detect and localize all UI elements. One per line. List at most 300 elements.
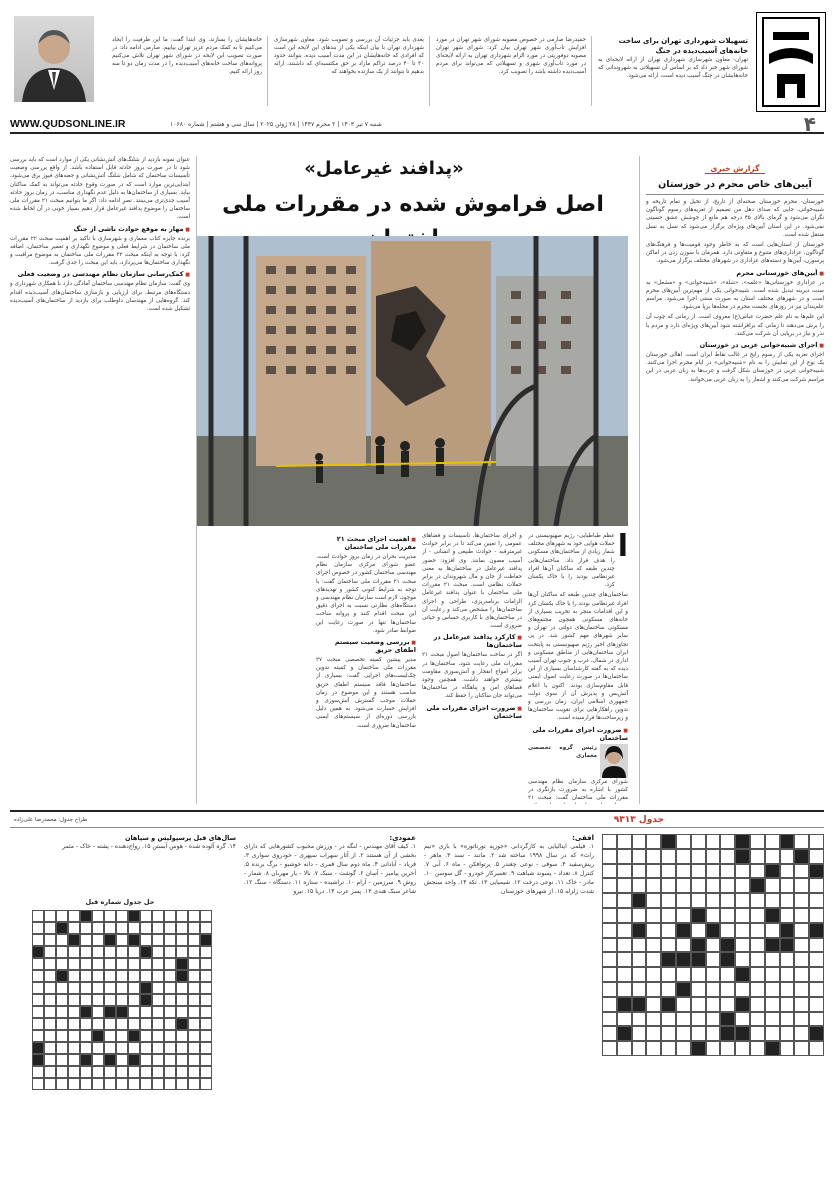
crossword-cell[interactable]	[765, 923, 780, 938]
crossword-cell[interactable]	[661, 952, 676, 967]
crossword-cell[interactable]	[720, 864, 735, 879]
crossword-cell[interactable]	[735, 893, 750, 908]
crossword-cell	[140, 1006, 152, 1018]
crossword-cell	[176, 1066, 188, 1078]
crossword-cell[interactable]	[632, 982, 647, 997]
crossword-cell	[116, 1066, 128, 1078]
crossword-cell	[128, 946, 140, 958]
crossword-cell[interactable]	[809, 893, 824, 908]
crossword-cell[interactable]	[617, 908, 632, 923]
crossword-cell[interactable]	[646, 923, 661, 938]
crossword-cell	[164, 1006, 176, 1018]
crossword-cell[interactable]	[661, 1026, 676, 1041]
crossword-cell[interactable]	[735, 982, 750, 997]
crossword-cell[interactable]	[602, 923, 617, 938]
crossword-cell[interactable]	[646, 967, 661, 982]
crossword-cell[interactable]	[735, 967, 750, 982]
crossword-cell[interactable]	[602, 952, 617, 967]
crossword-cell	[140, 946, 152, 958]
crossword-cell[interactable]	[765, 834, 780, 849]
crossword-cell	[56, 994, 68, 1006]
crossword-cell[interactable]	[617, 1012, 632, 1027]
crossword-cell[interactable]	[750, 938, 765, 953]
crossword-cell[interactable]	[646, 938, 661, 953]
crossword-cell	[68, 1078, 80, 1090]
crossword-cell[interactable]	[780, 878, 795, 893]
crossword-cell[interactable]	[602, 893, 617, 908]
crossword-cell[interactable]	[706, 864, 721, 879]
crossword-cell[interactable]	[632, 1026, 647, 1041]
crossword-cell[interactable]	[780, 952, 795, 967]
crossword-cell[interactable]	[809, 1041, 824, 1056]
crossword-cell	[32, 1030, 44, 1042]
crossword-cell[interactable]	[750, 893, 765, 908]
crossword-cell	[164, 910, 176, 922]
crossword-cell[interactable]	[780, 849, 795, 864]
crossword-cell	[164, 1042, 176, 1054]
crossword-cell[interactable]	[706, 923, 721, 938]
crossword-cell[interactable]	[617, 878, 632, 893]
crossword-cell	[104, 994, 116, 1006]
crossword-cell[interactable]	[809, 878, 824, 893]
crossword-cell	[68, 934, 80, 946]
crossword-cell[interactable]	[661, 982, 676, 997]
crossword-cell[interactable]	[780, 938, 795, 953]
crossword-cell[interactable]	[794, 952, 809, 967]
crossword-cell[interactable]	[765, 849, 780, 864]
crossword-cell[interactable]	[632, 997, 647, 1012]
crossword-cell	[188, 970, 200, 982]
crossword-cell[interactable]	[720, 938, 735, 953]
profile-box	[528, 744, 628, 778]
crossword-cell[interactable]	[676, 982, 691, 997]
crossword-cell	[44, 970, 56, 982]
crossword-cell	[80, 1042, 92, 1054]
crossword-cell[interactable]	[602, 849, 617, 864]
crossword-cell[interactable]	[691, 849, 706, 864]
crossword-cell[interactable]	[735, 997, 750, 1012]
crossword-cell[interactable]	[706, 878, 721, 893]
crossword-cell	[200, 1078, 212, 1090]
crossword-cell[interactable]	[646, 952, 661, 967]
crossword-cell[interactable]	[780, 1012, 795, 1027]
crossword-cell	[176, 982, 188, 994]
crossword-cell[interactable]	[809, 908, 824, 923]
crossword-across-clues	[424, 834, 594, 1184]
crossword-cell[interactable]	[676, 1012, 691, 1027]
crossword-cell[interactable]	[632, 952, 647, 967]
crossword-cell[interactable]	[794, 967, 809, 982]
crossword-cell	[56, 922, 68, 934]
crossword-cell	[104, 910, 116, 922]
crossword-cell[interactable]	[706, 893, 721, 908]
crossword-cell[interactable]	[632, 938, 647, 953]
crossword-cell	[56, 1030, 68, 1042]
crossword-cell[interactable]	[794, 834, 809, 849]
crossword-cell[interactable]	[676, 908, 691, 923]
crossword-cell	[32, 1006, 44, 1018]
crossword-cell[interactable]	[691, 1026, 706, 1041]
crossword-cell[interactable]	[706, 982, 721, 997]
crossword-cell[interactable]	[602, 1041, 617, 1056]
crossword-cell[interactable]	[750, 967, 765, 982]
crossword-cell[interactable]	[632, 864, 647, 879]
crossword-cell[interactable]	[602, 1012, 617, 1027]
crossword-cell[interactable]	[632, 834, 647, 849]
crossword-cell[interactable]	[646, 908, 661, 923]
dateline: شنبه ۷ تیر ۱۴۰۳ | ۲ محرم ۱۴۴۷ | ۲۸ ژوئن ۲۰۲۵ | سال سی و هشتم | شماره ۱۰۶۸۰	[170, 121, 382, 128]
crossword-cell[interactable]	[735, 938, 750, 953]
crossword-cell	[176, 958, 188, 970]
crossword-cell[interactable]	[602, 834, 617, 849]
crossword-cell[interactable]	[661, 938, 676, 953]
crossword-cell[interactable]	[809, 952, 824, 967]
crossword-cell[interactable]	[632, 1012, 647, 1027]
crossword-cell[interactable]	[602, 1026, 617, 1041]
crossword-cell[interactable]	[661, 1012, 676, 1027]
crossword-cell[interactable]	[750, 1041, 765, 1056]
crossword-cell[interactable]	[676, 938, 691, 953]
crossword-cell[interactable]	[750, 952, 765, 967]
crossword-cell[interactable]	[676, 849, 691, 864]
crossword-cell[interactable]	[706, 834, 721, 849]
crossword-cell	[32, 958, 44, 970]
crossword-cell[interactable]	[765, 908, 780, 923]
article-col-3-subhead-1: ■ اهمیت اجرای مبحث ۲۱ مقررات ملی ساختمان	[316, 535, 416, 551]
crossword-cell[interactable]	[780, 864, 795, 879]
crossword-cell[interactable]	[676, 1026, 691, 1041]
crossword-cell[interactable]	[602, 967, 617, 982]
crossword-cell[interactable]	[794, 982, 809, 997]
crossword-cell	[44, 946, 56, 958]
crossword-cell[interactable]	[780, 967, 795, 982]
crossword-cell[interactable]	[691, 893, 706, 908]
crossword-cell[interactable]	[794, 938, 809, 953]
crossword-cell	[68, 1030, 80, 1042]
crossword-cell[interactable]	[602, 997, 617, 1012]
crossword-cell[interactable]	[765, 997, 780, 1012]
crossword-cell[interactable]	[676, 967, 691, 982]
crossword-cell[interactable]	[809, 1012, 824, 1027]
crossword-cell	[140, 970, 152, 982]
crossword-cell[interactable]	[691, 1041, 706, 1056]
crossword-cell[interactable]	[646, 878, 661, 893]
crossword-cell[interactable]	[632, 893, 647, 908]
crossword-cell[interactable]	[617, 834, 632, 849]
crossword-cell[interactable]	[809, 834, 824, 849]
crossword-cell[interactable]	[735, 834, 750, 849]
crossword-cell[interactable]	[691, 952, 706, 967]
crossword-cell[interactable]	[691, 864, 706, 879]
crossword-cell[interactable]	[706, 1026, 721, 1041]
crossword-cell[interactable]	[809, 997, 824, 1012]
crossword-cell[interactable]	[617, 1026, 632, 1041]
crossword-cell	[104, 946, 116, 958]
crossword-cell	[80, 1018, 92, 1030]
crossword-cell[interactable]	[750, 997, 765, 1012]
crossword-cell[interactable]	[750, 864, 765, 879]
crossword-cell[interactable]	[735, 952, 750, 967]
crossword-cell[interactable]	[794, 893, 809, 908]
crossword-cell[interactable]	[735, 908, 750, 923]
crossword-cell[interactable]	[735, 1012, 750, 1027]
crossword-cell[interactable]	[691, 878, 706, 893]
crossword-cell	[32, 946, 44, 958]
crossword-cell[interactable]	[706, 908, 721, 923]
crossword-cell	[92, 958, 104, 970]
crossword-cell[interactable]	[602, 938, 617, 953]
crossword-cell	[104, 1042, 116, 1054]
article-col-2-text: و اجرای ساختمان‌ها، تأسیسات و فضاهای عمومی را تعیین می‌کند تا در برابر حوادث غیرمترقبه - حوادث طبیعی و انسانی - از آسیب مصون بمانند. وی افزود: حضور پدافند غیرعامل در ساختمان‌ها به معنی حفاظت از جان و مال شهروندان در برابر حملات نظامی است. مبحث ۲۱ مقررات ملی ساختمان با عنوان پدافند غیرعامل الزامات برنامه‌ریزی، طراحی و اجرای ساختمان‌ها را مشخص می‌کند و رعایت آن در ساختمان‌های با کاربری حساس و حیاتی ضروری است.	[422, 533, 522, 630]
crossword-cell[interactable]	[765, 967, 780, 982]
crossword-cell[interactable]	[676, 864, 691, 879]
crossword-cell[interactable]	[676, 893, 691, 908]
crossword-cell	[200, 1066, 212, 1078]
crossword-cell[interactable]	[780, 982, 795, 997]
crossword-cell[interactable]	[720, 1026, 735, 1041]
crossword-cell[interactable]	[750, 878, 765, 893]
crossword-cell	[128, 910, 140, 922]
crossword-cell	[128, 934, 140, 946]
crossword-cell[interactable]	[661, 967, 676, 982]
crossword-cell[interactable]	[602, 878, 617, 893]
sidebar-body-4: این علم‌ها به نام علم حضرت عباس(ع) معروف است. از زمانی که چوب آن را برش می‌دهند تا زمانی که برافراشته شود آیین‌های ویژه‌ای دارد و مردم با نذر و نیاز در برپایی آن شرکت می‌کنند.	[646, 314, 824, 337]
crossword-cell[interactable]	[691, 1012, 706, 1027]
crossword-cell	[164, 994, 176, 1006]
article-lead: عظم طباطبایی- رژیم صهیونیستی در حملات هوایی خود به شهرهای مختلف شمار زیادی از ساختمان‌های مسکونی را هدف قرار داد. ساختمان‌هایی چندین طبقه که ساکنان آن‌ها افراد غیرنظامی بودند را با خاک یکسان کرد.	[528, 533, 615, 589]
crossword-cell[interactable]	[780, 1026, 795, 1041]
crossword-cell[interactable]	[676, 834, 691, 849]
crossword-cell[interactable]	[780, 1041, 795, 1056]
crossword-cell[interactable]	[735, 878, 750, 893]
crossword-cell[interactable]	[750, 908, 765, 923]
crossword-cell[interactable]	[794, 997, 809, 1012]
crossword-cell[interactable]	[617, 849, 632, 864]
crossword-cell[interactable]	[750, 1026, 765, 1041]
crossword-cell[interactable]	[809, 967, 824, 982]
crossword-cell[interactable]	[617, 1041, 632, 1056]
crossword-cell	[56, 934, 68, 946]
crossword-cell[interactable]	[646, 849, 661, 864]
crossword-cell[interactable]	[735, 923, 750, 938]
crossword-cell[interactable]	[676, 997, 691, 1012]
crossword-cell[interactable]	[765, 1026, 780, 1041]
crossword-cell[interactable]	[661, 997, 676, 1012]
crossword-cell[interactable]	[780, 997, 795, 1012]
crossword-cell[interactable]	[720, 1012, 735, 1027]
crossword-cell[interactable]	[617, 923, 632, 938]
crossword-cell[interactable]	[809, 938, 824, 953]
crossword-cell[interactable]	[750, 923, 765, 938]
crossword-cell	[140, 1066, 152, 1078]
crossword-cell[interactable]	[661, 834, 676, 849]
crossword-cell[interactable]	[632, 878, 647, 893]
crossword-cell[interactable]	[602, 982, 617, 997]
crossword-cell	[140, 1042, 152, 1054]
crossword-cell[interactable]	[691, 997, 706, 1012]
crossword-cell[interactable]	[794, 864, 809, 879]
crossword-cell[interactable]	[765, 878, 780, 893]
crossword-cell[interactable]	[794, 908, 809, 923]
crossword-cell[interactable]	[632, 908, 647, 923]
crossword-cell[interactable]	[750, 1012, 765, 1027]
crossword-cell[interactable]	[720, 967, 735, 982]
crossword-cell[interactable]	[735, 1041, 750, 1056]
crossword-cell[interactable]	[646, 1026, 661, 1041]
article-col-4	[10, 156, 190, 804]
crossword-cell	[92, 934, 104, 946]
crossword-cell[interactable]	[720, 908, 735, 923]
crossword-cell[interactable]	[720, 997, 735, 1012]
crossword-cell[interactable]	[780, 893, 795, 908]
crossword-cell[interactable]	[794, 923, 809, 938]
crossword-cell[interactable]	[794, 1041, 809, 1056]
crossword-cell	[80, 1078, 92, 1090]
crossword-cell[interactable]	[765, 1012, 780, 1027]
crossword-cell[interactable]	[780, 834, 795, 849]
crossword-cell[interactable]	[809, 982, 824, 997]
crossword-cell	[92, 1018, 104, 1030]
crossword-cell	[164, 922, 176, 934]
crossword-cell[interactable]	[720, 893, 735, 908]
crossword-cell	[56, 1078, 68, 1090]
crossword-cell[interactable]	[632, 1041, 647, 1056]
crossword-cell[interactable]	[720, 982, 735, 997]
crossword-cell[interactable]	[706, 967, 721, 982]
crossword-cell[interactable]	[602, 864, 617, 879]
crossword-cell[interactable]	[780, 923, 795, 938]
crossword-cell[interactable]	[617, 997, 632, 1012]
crossword-cell[interactable]	[706, 849, 721, 864]
crossword-cell[interactable]	[706, 938, 721, 953]
crossword-cell[interactable]	[691, 923, 706, 938]
crossword-cell[interactable]	[809, 1026, 824, 1041]
crossword-cell[interactable]	[794, 878, 809, 893]
crossword-cell[interactable]	[720, 952, 735, 967]
crossword-cell[interactable]	[809, 923, 824, 938]
article-col-4-subhead-1: ■ مهار به موقع حوادث ناشی از جنگ	[10, 225, 190, 233]
crossword-cell[interactable]	[661, 878, 676, 893]
crossword-cell[interactable]	[661, 1041, 676, 1056]
crossword-cell[interactable]	[706, 1041, 721, 1056]
crossword-cell[interactable]	[646, 1012, 661, 1027]
crossword-cell[interactable]	[617, 967, 632, 982]
crossword-cell[interactable]	[632, 849, 647, 864]
crossword-cell[interactable]	[661, 893, 676, 908]
crossword-cell[interactable]	[765, 864, 780, 879]
crossword-cell[interactable]	[765, 938, 780, 953]
crossword-cell[interactable]	[720, 878, 735, 893]
crossword-cell[interactable]	[646, 982, 661, 997]
article-col-1b-text: شورای مرکزی سازمان نظام مهندسی کشور با اشاره به ضرورت بازنگری در مقررات ملی ساختمان گفت: مبحث ۲۱	[528, 778, 628, 802]
crossword-cell[interactable]	[765, 893, 780, 908]
article-col-4-text: عنوان نمونه بازدید از شلنگ‌های آتش‌نشانی یکی از موارد است که باید بررسی شود تا در صورت بروز حادثه قابل استفاده باشد. از واقع بررسی وضعیت تأسیسات ساختمان که شامل شلنگ آتش‌نشانی و جعبه‌های فیوز برق می‌شود، ابتدایی‌ترین موارد است که در صورت وقوع حادثه می‌تواند به کمک ساکنان بیاید. بسیاری از ساختمان‌ها به دلیل عدم نگهداری مناسب، در زمان بروز حادثه آسیب جدی‌تری می‌بینند. نصرِ ادامه داد: اگر ما بتوانیم مبحث ۲۱ مقررات ملی ساختمان را موضوع پدافند غیرعامل قرار دهیم بسیار خوبی در آن لحاظ شده است.	[10, 157, 190, 221]
crossword-cell[interactable]	[646, 834, 661, 849]
crossword-cell[interactable]	[661, 849, 676, 864]
crossword-cell	[152, 934, 164, 946]
crossword-cell[interactable]	[735, 849, 750, 864]
crossword-cell[interactable]	[646, 1041, 661, 1056]
crossword-cell[interactable]	[706, 997, 721, 1012]
crossword-cell[interactable]	[720, 1041, 735, 1056]
crossword-cell[interactable]	[809, 864, 824, 879]
crossword-cell[interactable]	[706, 952, 721, 967]
crossword-cell[interactable]	[676, 952, 691, 967]
crossword-cell[interactable]	[706, 1012, 721, 1027]
crossword-cell	[92, 922, 104, 934]
crossword-cell[interactable]	[691, 938, 706, 953]
crossword-cell[interactable]	[661, 908, 676, 923]
crossword-cell[interactable]	[691, 982, 706, 997]
crossword-cell[interactable]	[720, 923, 735, 938]
crossword-cell[interactable]	[646, 893, 661, 908]
crossword-cell[interactable]	[691, 908, 706, 923]
crossword-cell[interactable]	[646, 997, 661, 1012]
crossword-cell	[188, 958, 200, 970]
expert-portrait	[600, 744, 628, 778]
crossword-cell	[152, 1042, 164, 1054]
crossword-cell[interactable]	[617, 952, 632, 967]
crossword-cell[interactable]	[750, 982, 765, 997]
crossword-cell[interactable]	[809, 849, 824, 864]
crossword-cell[interactable]	[676, 923, 691, 938]
crossword-cell[interactable]	[617, 864, 632, 879]
crossword-extra-clues	[10, 834, 236, 894]
crossword-cell	[32, 934, 44, 946]
crossword-cell[interactable]	[691, 967, 706, 982]
crossword-cell[interactable]	[794, 1012, 809, 1027]
crossword-cell[interactable]	[661, 923, 676, 938]
crossword-cell[interactable]	[661, 864, 676, 879]
crossword-cell[interactable]	[617, 893, 632, 908]
crossword-cell[interactable]	[617, 938, 632, 953]
crossword-cell[interactable]	[720, 849, 735, 864]
crossword-cell[interactable]	[676, 878, 691, 893]
crossword-cell[interactable]	[632, 923, 647, 938]
crossword-cell[interactable]	[602, 908, 617, 923]
crossword-cell[interactable]	[735, 1026, 750, 1041]
lead-1-title: تسهیلات شهرداری تهران برای ساخت خانه‌های آسیب‌دیده در جنگ	[618, 37, 748, 55]
crossword-cell[interactable]	[794, 1026, 809, 1041]
crossword-cell[interactable]	[632, 967, 647, 982]
crossword-cell[interactable]	[765, 952, 780, 967]
crossword-cell	[200, 910, 212, 922]
crossword-cell	[116, 934, 128, 946]
crossword-cell[interactable]	[750, 849, 765, 864]
crossword-cell	[68, 1066, 80, 1078]
crossword-cell[interactable]	[646, 864, 661, 879]
sidebar-body-5: اجرای تعزیه یکی از رسوم رایج در غالب نقاط ایران است. اهالی خوزستان یک نوع از این نمایش را به نام «شبیه‌خوانی» در ایام محرم اجرا می‌کنند. شبیه‌خوانی عربی در خوزستان شکل گرفت و عرب‌ها به زبان عربی در این مراسم شرکت می‌کنند و اشعار را به زبان عربی می‌خوانند.	[646, 352, 824, 383]
crossword-cell	[128, 970, 140, 982]
crossword-cell[interactable]	[617, 982, 632, 997]
crossword-cell[interactable]	[750, 834, 765, 849]
crossword-cell[interactable]	[765, 982, 780, 997]
crossword-grid[interactable]	[602, 834, 824, 1056]
crossword-cell[interactable]	[765, 1041, 780, 1056]
crossword-cell	[128, 1018, 140, 1030]
crossword-cell	[56, 1042, 68, 1054]
crossword-cell[interactable]	[720, 834, 735, 849]
crossword-cell[interactable]	[794, 849, 809, 864]
crossword-cell	[176, 1078, 188, 1090]
website-link[interactable]: WWW.QUDSONLINE.IR	[10, 118, 126, 130]
crossword-cell[interactable]	[735, 864, 750, 879]
crossword-cell[interactable]	[691, 834, 706, 849]
crossword-cell[interactable]	[676, 1041, 691, 1056]
crossword-cell	[44, 910, 56, 922]
article-col-3	[316, 532, 416, 804]
crossword-cell[interactable]	[780, 908, 795, 923]
